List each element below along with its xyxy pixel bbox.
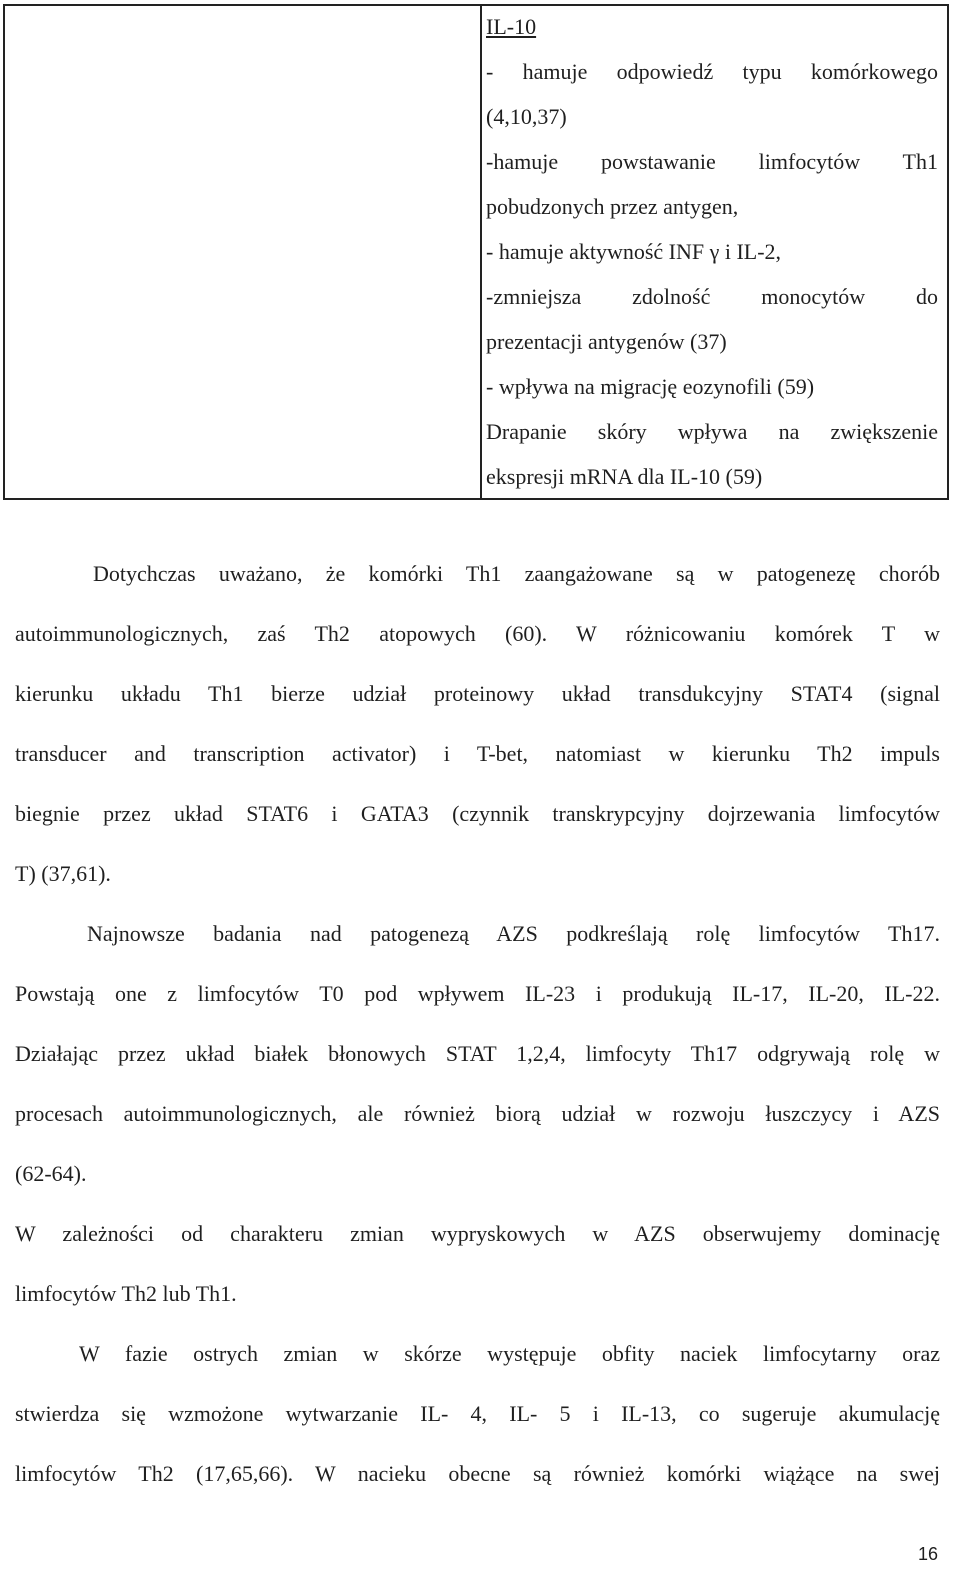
cell-line: -zmniejsza zdolność monocytów do [486,284,938,309]
paragraph-line: W zależności od charakteru zmian wypryskowych w AZS obserwujemy dominację [15,1221,940,1246]
paragraph-line: Działając przez układ białek błonowych STAT 1,2,4, limfocyty Th17 odgrywają rolę w [15,1041,940,1066]
paragraph-line: T) (37,61). [15,861,111,886]
cell-line: - hamuje odpowiedź typu komórkowego [486,59,938,84]
paragraph-line: limfocytów Th2 (17,65,66). W nacieku obecne są również komórki wiążące na swej [15,1461,940,1486]
paragraph-line: W fazie ostrych zmian w skórze występuje obfity naciek limfocytarny oraz [79,1341,940,1366]
paragraph-line: Dotychczas uważano, że komórki Th1 zaangażowane są w patogenezę chorób [93,561,940,586]
paragraph-line: autoimmunologicznych, zaś Th2 atopowych (60). W różnicowaniu komórek T w [15,621,940,646]
paragraph-line: (62-64). [15,1161,87,1186]
cell-line: prezentacji antygenów (37) [486,329,727,354]
table-column-divider [480,6,482,498]
paragraph-line: procesach autoimmunologicznych, ale również biorą udział w rozwoju łuszczycy i AZS [15,1101,940,1126]
paragraph-line: Powstają one z limfocytów T0 pod wpływem IL-23 i produkują IL-17, IL-20, IL-22. [15,981,940,1006]
cell-line: Drapanie skóry wpływa na zwiększenie [486,419,938,444]
cell-line: - hamuje aktywność INF γ i IL-2, [486,239,782,264]
paragraph-line: kierunku układu Th1 bierze udział proteinowy układ transdukcyjny STAT4 (signal [15,681,940,706]
cell-line: (4,10,37) [486,104,567,129]
body-text [15,544,940,1504]
paragraph-line: stwierdza się wzmożone wytwarzanie IL- 4, IL- 5 i IL-13, co sugeruje akumulację [15,1401,940,1426]
page-number: 16 [917,1544,938,1564]
paragraph-line: transducer and transcription activator) i T-bet, natomiast w kierunku Th2 impuls [15,741,940,766]
paragraph-line: biegnie przez układ STAT6 i GATA3 (czynnik transkrypcyjny dojrzewania limfocytów [15,801,940,826]
table-cell-il10 [486,4,938,499]
cell-line: pobudzonych przez antygen, [486,194,739,219]
paragraph-line: limfocytów Th2 lub Th1. [15,1281,237,1306]
cell-line: -hamuje powstawanie limfocytów Th1 [486,149,938,174]
cell-line: - wpływa na migrację eozynofili (59) [486,374,815,399]
cell-title: IL-10 [486,14,537,39]
paragraph-line: Najnowsze badania nad patogenezą AZS podkreślają rolę limfocytów Th17. [87,921,940,946]
cell-line: ekspresji mRNA dla IL-10 (59) [486,464,763,489]
